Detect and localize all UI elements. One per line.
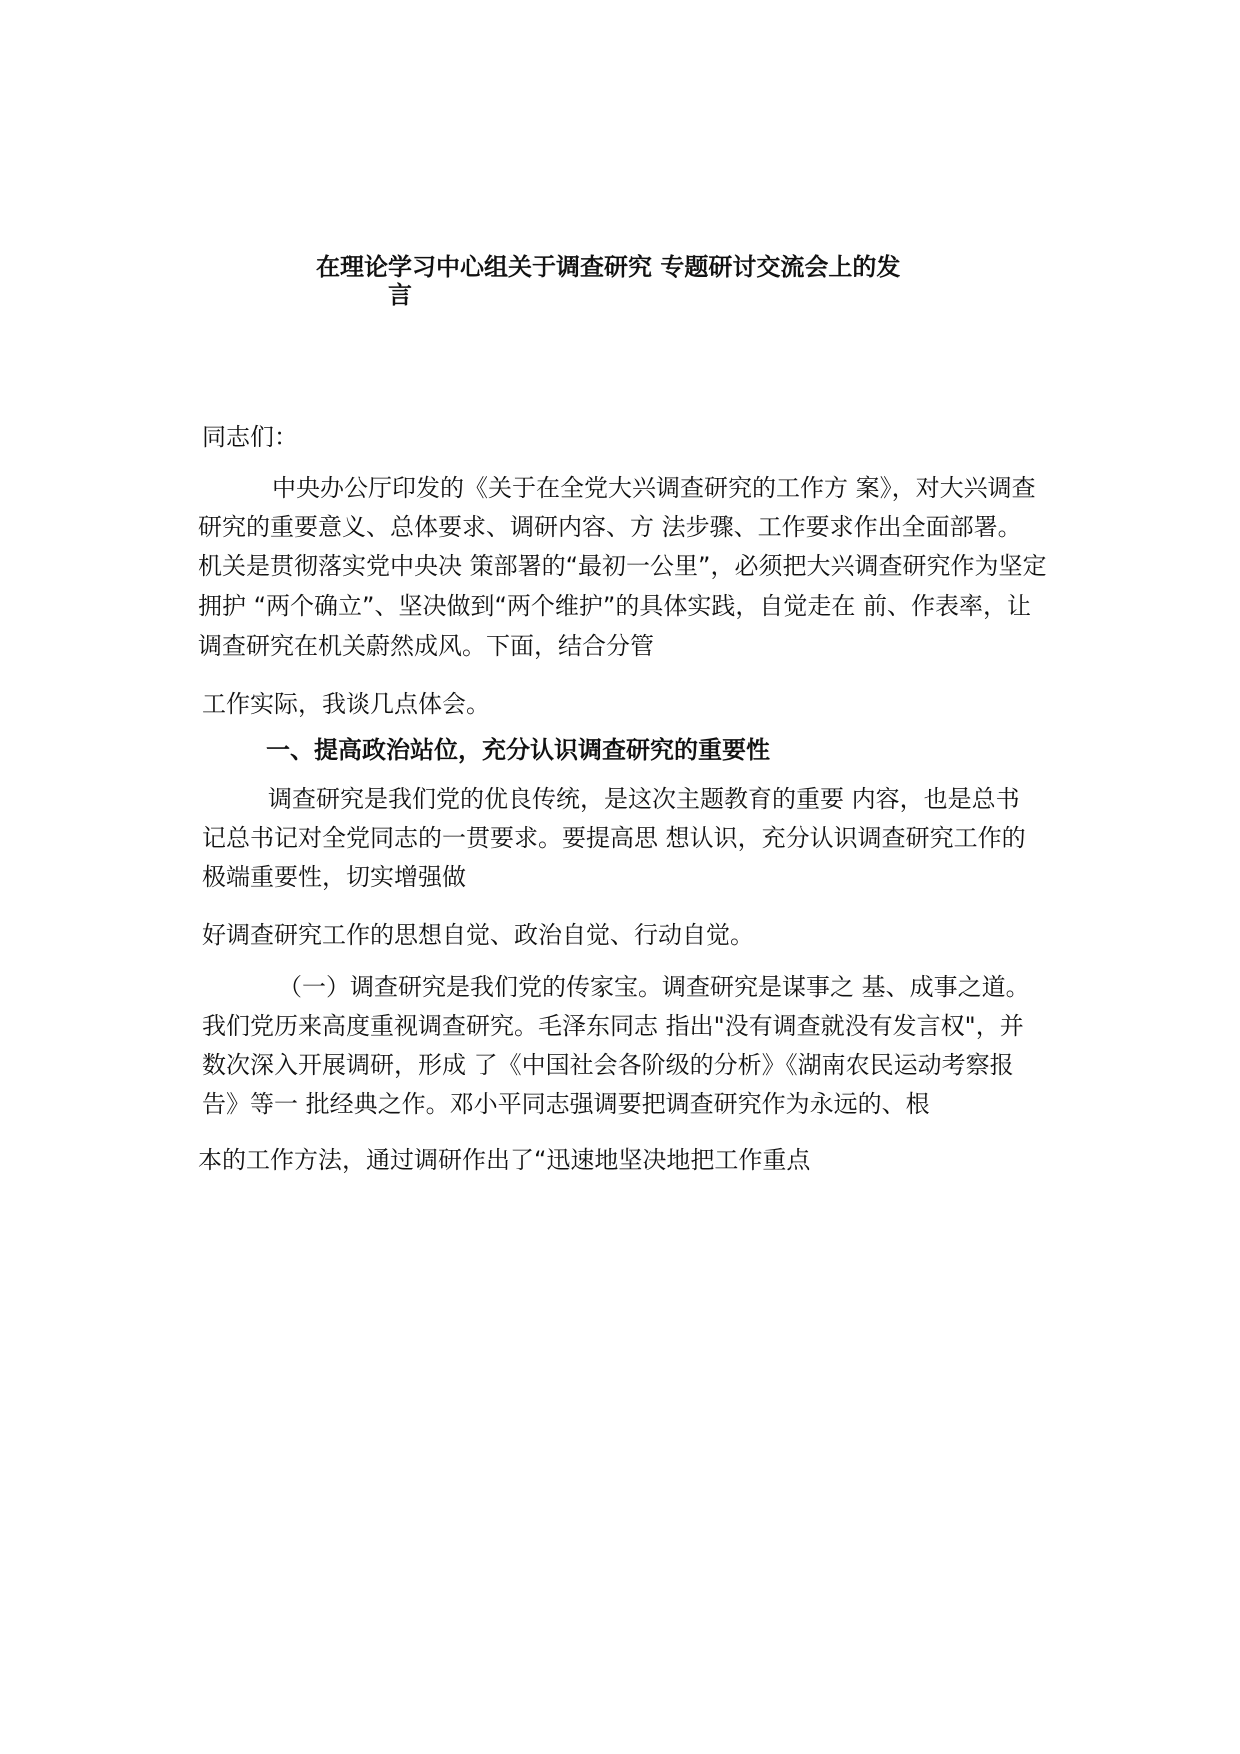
paragraph-line: （一）调查研究是我们党的传家宝。调查研究是谋事之 基、成事之道。 (278, 973, 1030, 1001)
document-title-line-2: 言 (388, 281, 412, 309)
paragraph-line: 告》等一 批经典之作。邓小平同志强调要把调查研究作为永远的、根 (202, 1090, 930, 1118)
paragraph-line: 我们党历来高度重视调查研究。毛泽东同志 指出"没有调查就没有发言权"，并 (202, 1012, 1024, 1040)
paragraph-line: 中央办公厅印发的《关于在全党大兴调查研究的工作方 案》，对大兴调查 (272, 474, 1036, 502)
paragraph-line: 机关是贯彻落实党中央决 策部署的“最初一公里”，必须把大兴调查研究作为坚定 (198, 552, 1047, 580)
paragraph-line: 研究的重要意义、总体要求、调研内容、方 法步骤、工作要求作出全面部署。 (198, 513, 1022, 541)
paragraph-line: 数次深入开展调研，形成 了《中国社会各阶级的分析》《湖南农民运动考察报 (202, 1051, 1014, 1079)
paragraph-line: 调查研究在机关蔚然成风。下面，结合分管 (198, 632, 654, 660)
paragraph-line: 记总书记对全党同志的一贯要求。要提高思 想认识，充分认识调查研究工作的 (202, 824, 1026, 852)
paragraph-line: 调查研究是我们党的优良传统，是这次主题教育的重要 内容，也是总书 (268, 785, 1020, 813)
paragraph-line: 好调查研究工作的思想自觉、政治自觉、行动自觉。 (202, 921, 754, 949)
section-heading: 一、提高政治站位，充分认识调查研究的重要性 (266, 736, 770, 764)
paragraph-line: 本的工作方法，通过调研作出了“迅速地坚决地把工作重点 (198, 1146, 811, 1174)
paragraph-line: 拥护 “两个确立”、坚决做到“两个维护”的具体实践，自觉走在 前、作表率，让 (198, 592, 1031, 620)
document-title-line-1: 在理论学习中心组关于调查研究 专题研讨交流会上的发 (316, 253, 901, 281)
salutation: 同志们： (202, 423, 298, 451)
paragraph-line: 极端重要性，切实增强做 (202, 863, 466, 891)
paragraph-line: 工作实际，我谈几点体会。 (202, 690, 490, 718)
